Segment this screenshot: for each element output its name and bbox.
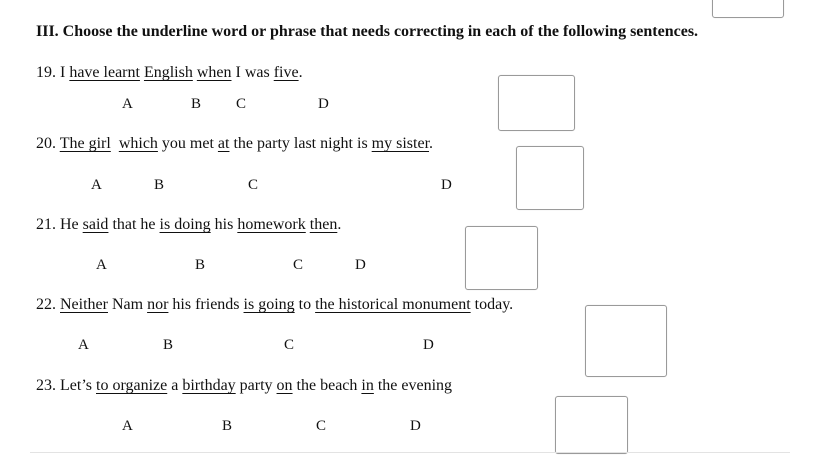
underlined-phrase-b[interactable]: nor: [147, 296, 169, 313]
underlined-phrase-c[interactable]: homework: [237, 216, 306, 233]
underlined-phrase-a[interactable]: said: [82, 216, 109, 233]
text-segment: [111, 135, 119, 152]
underlined-phrase-a[interactable]: Neither: [60, 296, 108, 313]
option-label-b: B: [222, 418, 233, 434]
option-label-c: C: [316, 418, 327, 434]
option-label-a: A: [122, 418, 133, 434]
text-segment: the evening: [373, 377, 453, 394]
text-segment: a: [167, 377, 183, 394]
option-label-a: A: [122, 96, 133, 112]
option-label-c: C: [284, 337, 295, 353]
option-label-d: D: [355, 257, 366, 273]
answer-box-19[interactable]: [498, 75, 575, 131]
text-segment: the beach: [292, 377, 362, 394]
option-label-a: A: [91, 177, 102, 193]
answer-box-21[interactable]: [465, 226, 538, 290]
option-label-c: C: [293, 257, 304, 273]
option-label-d: D: [410, 418, 421, 434]
text-segment: party: [235, 377, 277, 394]
answer-box-20[interactable]: [516, 146, 584, 210]
text-segment: 23. Let’s: [36, 377, 96, 394]
question-22: [36, 296, 513, 314]
option-label-c: C: [248, 177, 259, 193]
underlined-phrase-d[interactable]: then: [309, 216, 338, 233]
text-segment: you met: [157, 135, 218, 152]
underlined-phrase-b[interactable]: English: [143, 64, 193, 81]
text-segment: 21. He: [36, 216, 83, 233]
text-segment: 20.: [36, 135, 60, 152]
answer-box-23[interactable]: [555, 396, 628, 454]
underlined-phrase-c[interactable]: when: [196, 64, 232, 81]
text-segment: that he: [108, 216, 160, 233]
option-label-a: A: [96, 257, 107, 273]
underlined-phrase-d[interactable]: in: [361, 377, 374, 394]
option-label-b: B: [191, 96, 202, 112]
text-segment: .: [429, 135, 434, 152]
underlined-phrase-b[interactable]: which: [118, 135, 158, 152]
answer-box-partial[interactable]: [712, 0, 784, 18]
underlined-phrase-a[interactable]: The girl: [59, 135, 111, 152]
underlined-phrase-d[interactable]: my sister: [371, 135, 430, 152]
question-21: [36, 216, 341, 234]
answer-box-22[interactable]: [585, 305, 667, 377]
text-segment: 22.: [36, 296, 60, 313]
text-segment: 19. I: [36, 64, 70, 81]
bottom-divider: [30, 452, 790, 453]
underlined-phrase-a[interactable]: have learnt: [69, 64, 140, 81]
option-label-b: B: [154, 177, 165, 193]
option-label-a: A: [78, 337, 89, 353]
option-label-b: B: [195, 257, 206, 273]
option-label-c: C: [236, 96, 247, 112]
text-segment: his: [210, 216, 238, 233]
underlined-phrase-d[interactable]: the historical monument: [315, 296, 471, 313]
text-segment: to: [294, 296, 316, 313]
text-segment: the party last night is: [229, 135, 372, 152]
question-19: [36, 64, 303, 82]
option-label-d: D: [441, 177, 452, 193]
question-20: [36, 135, 433, 153]
text-segment: today.: [470, 296, 514, 313]
underlined-phrase-c[interactable]: at: [217, 135, 230, 152]
option-label-d: D: [423, 337, 434, 353]
text-segment: his friends: [168, 296, 244, 313]
text-segment: .: [298, 64, 303, 81]
option-label-b: B: [163, 337, 174, 353]
underlined-phrase-b[interactable]: is doing: [159, 216, 211, 233]
text-segment: I was: [231, 64, 274, 81]
text-segment: .: [337, 216, 342, 233]
option-label-d: D: [318, 96, 329, 112]
underlined-phrase-d[interactable]: five: [273, 64, 299, 81]
question-23: [36, 377, 452, 395]
text-segment: Nam: [107, 296, 148, 313]
underlined-phrase-c[interactable]: on: [276, 377, 293, 394]
underlined-phrase-c[interactable]: is going: [243, 296, 295, 313]
underlined-phrase-a[interactable]: to organize: [96, 377, 168, 394]
underlined-phrase-b[interactable]: birthday: [182, 377, 236, 394]
section-heading: III. Choose the underline word or phrase that needs correcting in each of the following sentences.: [36, 23, 699, 40]
